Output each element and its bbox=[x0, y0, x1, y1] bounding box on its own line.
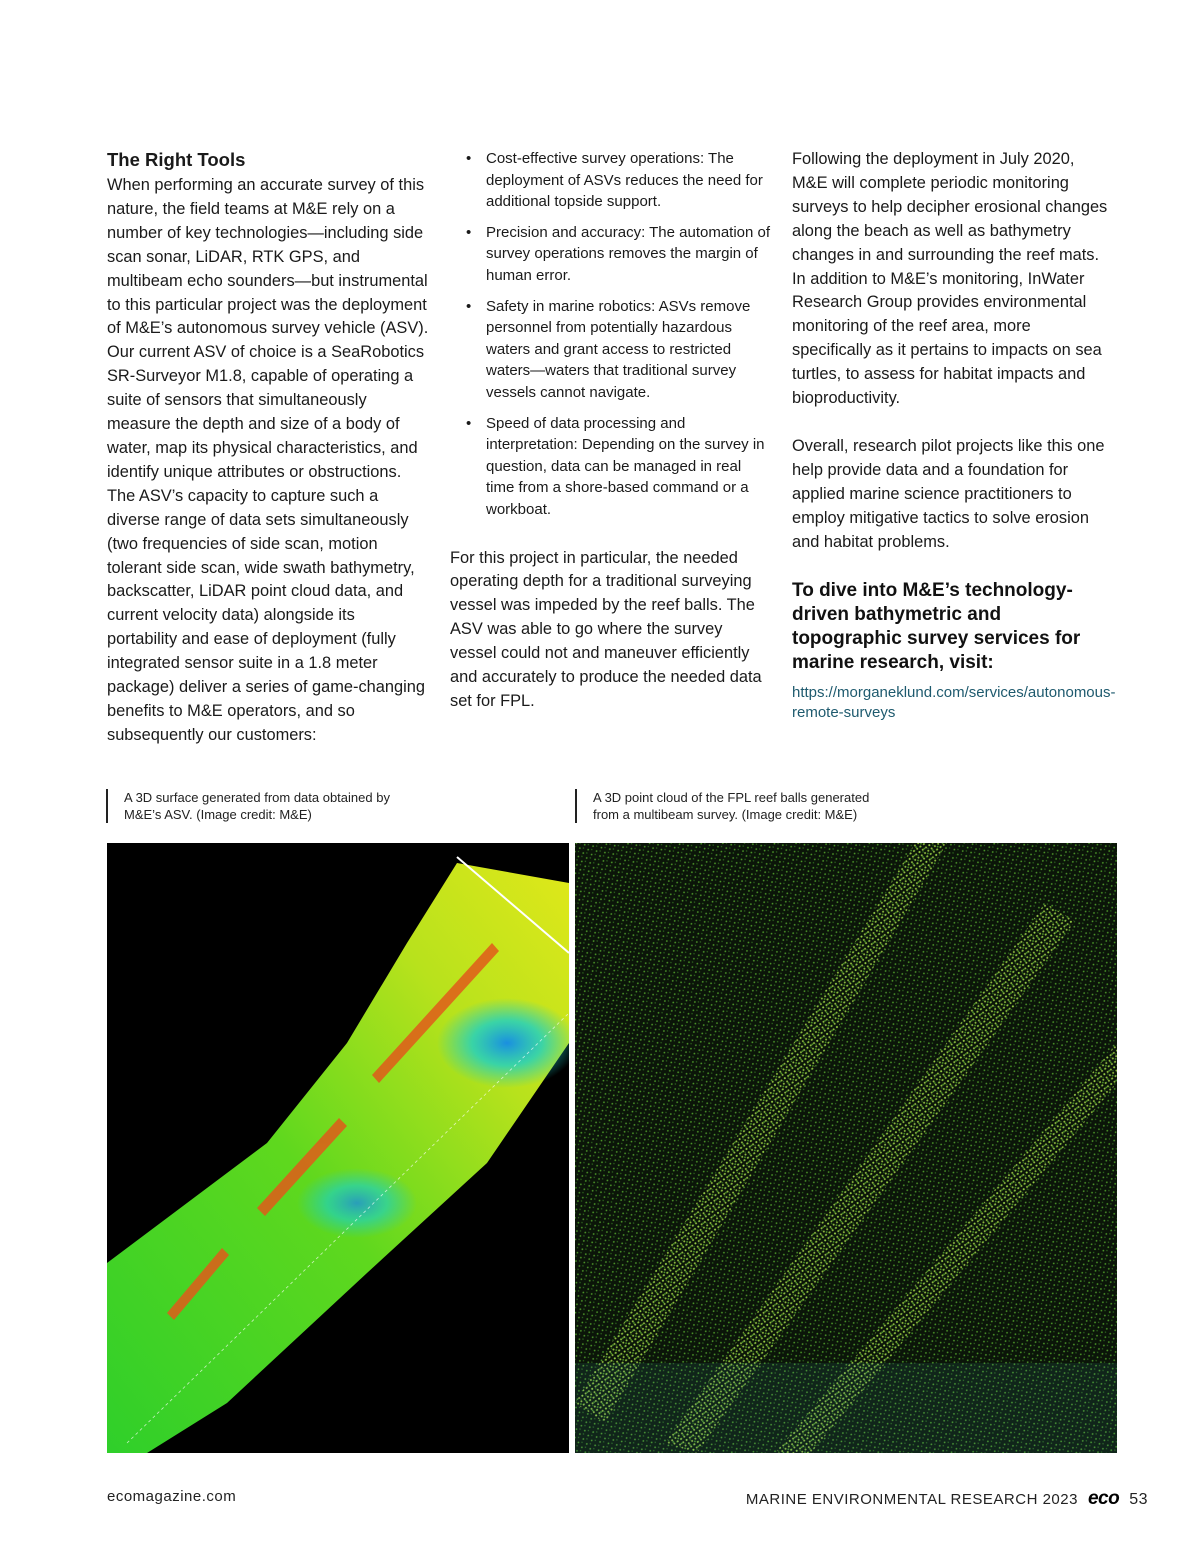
bullet-icon: • bbox=[466, 223, 472, 241]
benefits-list bbox=[450, 148, 772, 521]
left-image-caption: A 3D surface generated from data obtained by M&E’s ASV. (Image credit: M&E) bbox=[106, 789, 424, 823]
list-item: • Speed of data processing and interpretation: Depending on the survey in question, data can be managed in real time from a shore-based command or a workboat. bbox=[466, 414, 765, 518]
surface-swath bbox=[107, 863, 569, 1453]
article-column-1 bbox=[107, 148, 429, 748]
list-item: • Precision and accuracy: The automation of survey operations removes the margin of human error. bbox=[466, 223, 771, 284]
article-column-3 bbox=[792, 148, 1114, 723]
list-item: • Cost-effective survey operations: The deployment of ASVs reduces the need for additional topside support. bbox=[466, 150, 763, 211]
point-cloud-graphic bbox=[575, 843, 1117, 1453]
right-image-caption: A 3D point cloud of the FPL reef balls generated from a multibeam survey. (Image credit: M&E) bbox=[575, 789, 893, 823]
surface-model-image bbox=[107, 843, 569, 1453]
bullet-icon: • bbox=[466, 150, 472, 167]
column-1-body: When performing an accurate survey of this nature, the field teams at M&E rely on a number of key technologies—including side scan sonar, LiDAR, RTK GPS, and multibeam echo sounders—but instrumental to this particular project was the deployment of M&E’s autonomous survey vehicle (ASV). Our current ASV of choice is a SeaRobotics SR-Surveyor M1.8, capable of operating a suite of sensors that simultaneously measure the depth and size of a body of water, map its physical characteristics, and identify unique attributes or obstructions. The ASV’s capacity to capture such a diverse range of data sets simultaneously (two frequencies of side scan, motion tolerant side scan, wide swath bathymetry, backscatter, LiDAR point cloud data, and current velocity data) alongside its portability and ease of deployment (fully integrated sensor suite in a 1.8 meter package) deliver a series of game-changing benefits to M&E operators, and so subsequently our customers: bbox=[107, 176, 429, 744]
list-item: • Safety in marine robotics: ASVs remove personnel from potentially hazardous waters and grant access to restricted waters—waters that traditional survey vessels cannot navigate. bbox=[466, 297, 751, 401]
column-3-paragraph-1: Following the deployment in July 2020, M&E will complete periodic monitoring surveys to help decipher erosional changes along the beach as well as bathymetry changes in and surrounding the reef mats. In addition to M&E’s monitoring, InWater Research Group provides environmental monitoring of the reef area, more specifically as it pertains to impacts on sea turtles, to assess for habitat impacts and bioproductivity. bbox=[792, 150, 1108, 408]
surface-model-graphic bbox=[107, 843, 569, 1453]
section-heading: The Right Tools bbox=[107, 149, 246, 170]
eco-logo: eco bbox=[1087, 1488, 1120, 1509]
call-to-action: To dive into M&E’s technology-driven bathymetric and topographic survey services for marine research, visit: bbox=[792, 579, 1081, 673]
column-3-paragraph-2: Overall, research pilot projects like this one help provide data and a foundation for applied marine science practitioners to employ mitigative tactics to solve erosion and habitat problems. bbox=[792, 436, 1105, 551]
footer-issue bbox=[746, 1488, 1148, 1510]
teal-fringe bbox=[575, 1363, 1117, 1453]
article-column-2 bbox=[450, 148, 772, 714]
bullet-icon: • bbox=[466, 297, 472, 315]
footer-website: ecomagazine.com bbox=[107, 1488, 237, 1505]
issue-title: MARINE ENVIRONMENTAL RESEARCH 2023 bbox=[745, 1491, 1078, 1508]
column-2-body: For this project in particular, the needed operating depth for a traditional surveying vessel was impeded by the reef balls. The ASV was able to go where the survey vessel could not and maneuver efficiently and accurately to produce the needed data set for FPL. bbox=[450, 548, 762, 710]
bullet-icon: • bbox=[466, 414, 472, 432]
page-number: 53 bbox=[1129, 1491, 1148, 1508]
services-link[interactable]: https://morganeklund.com/services/autonomous-remote-surveys bbox=[792, 683, 1116, 721]
point-cloud-image bbox=[575, 843, 1117, 1453]
